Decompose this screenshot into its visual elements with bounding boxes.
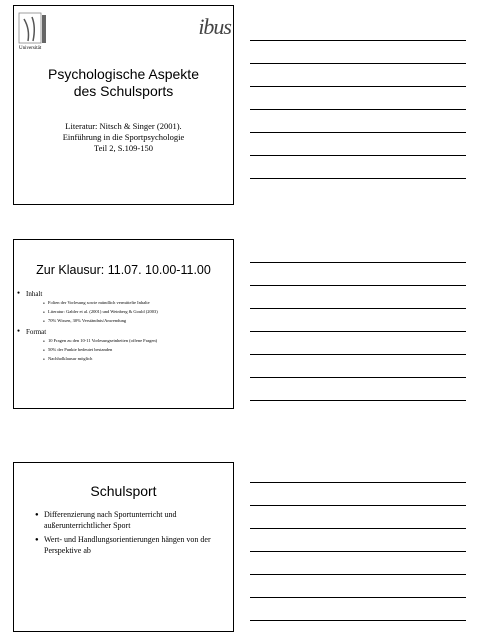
- note-line: [250, 178, 466, 179]
- literature-line: Literatur: Nitsch & Singer (2001).: [65, 121, 182, 131]
- logo-text: Universität: [19, 46, 42, 51]
- list-item: ● Differenzierung nach Sportunterricht und außerunterrichtlicher Sport: [44, 509, 234, 531]
- note-line: [250, 63, 466, 64]
- list-item: ● 70% Wissen, 30% Verständnis/Anwendung: [48, 318, 126, 323]
- note-line: [250, 285, 466, 286]
- note-line: [250, 109, 466, 110]
- note-line: [250, 155, 466, 156]
- section-label: ● Inhalt: [26, 290, 42, 298]
- note-line: [250, 132, 466, 133]
- slide-title-line: Psychologische Aspekte des Schulsports: [48, 66, 199, 99]
- section-label: ● Format: [26, 328, 46, 336]
- list-item: ● 10 Fragen zu den 10-11 Vorlesungseinheiten (offene Fragen): [48, 338, 157, 343]
- list-item: ● 50% der Punkte bedeutet bestanden: [48, 347, 112, 352]
- note-line: [250, 574, 466, 575]
- university-logo-icon: [18, 11, 48, 51]
- list-item: ● Nachholklausur möglich: [48, 356, 92, 361]
- note-line: [250, 86, 466, 87]
- slide-title: Schulsport: [90, 483, 157, 499]
- note-line: [250, 377, 466, 378]
- note-line: [250, 308, 466, 309]
- note-line: [250, 528, 466, 529]
- literature-line: Einführung in die Sportpsychologie: [62, 132, 185, 142]
- note-line: [250, 40, 466, 41]
- slide-3: [13, 462, 234, 632]
- slide-title: Zur Klausur: 11.07. 10.00-11.00: [36, 263, 211, 277]
- note-line: [250, 597, 466, 598]
- literature-block: [14, 121, 233, 154]
- slide-1: [13, 5, 234, 205]
- note-line: [250, 354, 466, 355]
- note-line: [250, 551, 466, 552]
- institute-logo: ibus: [198, 14, 231, 39]
- slide-2: [13, 239, 234, 409]
- note-line: [250, 505, 466, 506]
- note-line: [250, 331, 466, 332]
- list-item: ● Folien der Vorlesung sowie mündlich vermittelte Inhalte: [48, 300, 150, 305]
- list-item: ● Wert- und Handlungsorientierungen hängen von der Perspektive ab: [44, 534, 234, 556]
- note-line: [250, 400, 466, 401]
- literature-line: Teil 2, S.109-150: [94, 143, 153, 153]
- slide-title: [14, 66, 233, 100]
- note-line: [250, 262, 466, 263]
- note-line: [250, 620, 466, 621]
- note-line: [250, 482, 466, 483]
- list-item: ● Literatur: Gabler et al. (2001) und Weinberg & Gould (2003): [48, 309, 158, 314]
